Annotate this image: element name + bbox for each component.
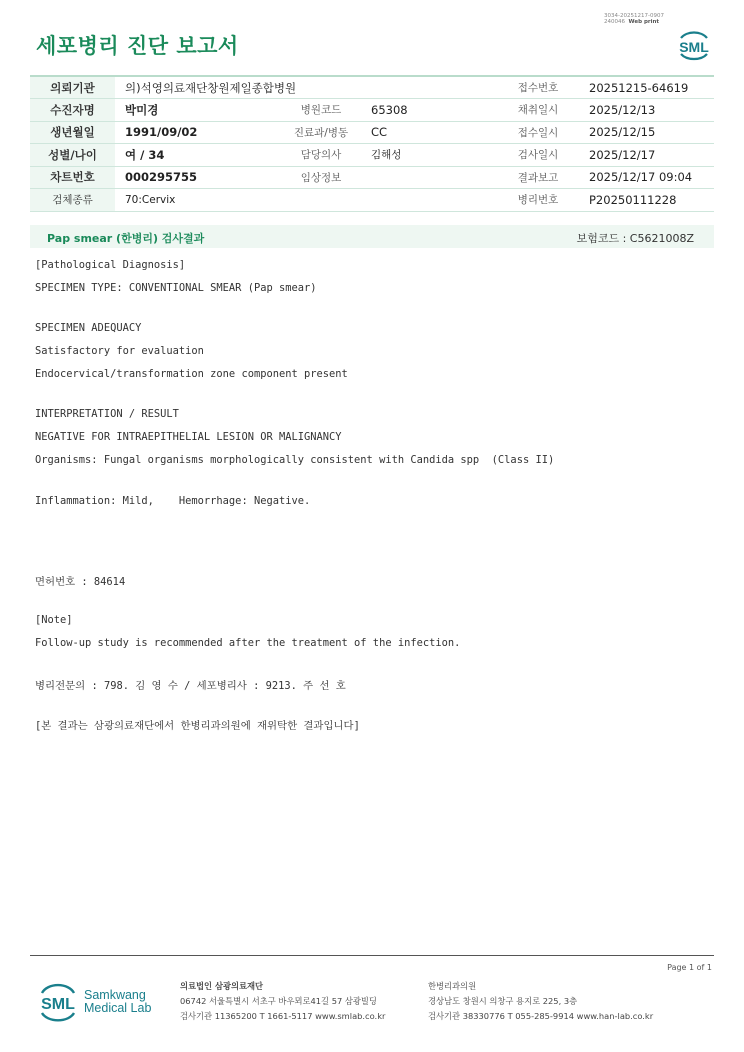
print-meta-id: 3034-20251217-0907: [604, 13, 664, 19]
table-row: [30, 121, 714, 144]
result-report-label: 결과보고: [497, 166, 579, 189]
report-title: 세포병리 진단 보고서: [36, 34, 239, 58]
footer-brand: [84, 989, 151, 1015]
receipt-date-label: 접수일시: [497, 121, 579, 144]
footer-left-info: [180, 979, 385, 1024]
chart-number-value: 000295755: [115, 166, 281, 189]
print-meta-code: 240046: [604, 19, 625, 25]
physician-value: 김해성: [361, 144, 497, 167]
page-number: Page 1 of 1: [667, 963, 712, 972]
table-row: [30, 166, 714, 189]
note-heading: [Note]: [35, 614, 73, 626]
physician-label: 담당의사: [281, 144, 361, 167]
print-meta: [604, 13, 664, 25]
collection-date-label: 채취일시: [497, 99, 579, 122]
footer-right-info: [428, 979, 653, 1024]
organisms-line: Organisms: Fungal organisms morphologically consistent with Candida spp (Class II): [35, 454, 555, 466]
sex-age-label: 성별/나이: [30, 144, 115, 167]
hospital-code-label: 병원코드: [281, 99, 361, 122]
consignment-note: [본 결과는 삼광의료재단에서 한병리과의원에 재위탁한 결과입니다]: [35, 720, 360, 732]
birth-date-value: 1991/09/02: [115, 121, 281, 144]
specimen-type-value: 70:Cervix: [115, 189, 497, 212]
footer-right-address: 경상남도 창원시 의창구 용지로 225, 3층: [428, 996, 578, 1006]
patient-name-label: 수진자명: [30, 99, 115, 122]
adequacy-line: Satisfactory for evaluation: [35, 345, 204, 357]
inflammation-line: Inflammation: Mild, Hemorrhage: Negative.: [35, 495, 311, 507]
department-value: CC: [361, 121, 497, 144]
interpretation-heading: INTERPRETATION / RESULT: [35, 408, 179, 420]
pathology-number-value: P20250111228: [579, 189, 714, 212]
insurance-code: 보험코드 : C5621008Z: [576, 232, 694, 245]
pathology-number-label: 병리번호: [497, 189, 579, 212]
patient-info-table: [30, 75, 714, 212]
license-number-line: 면허번호 : 84614: [35, 576, 126, 588]
test-date-value: 2025/12/17: [579, 144, 714, 167]
pathologist-line: 병리전문의 : 798. 김 영 수 / 세포병리사 : 9213. 주 선 호: [35, 680, 346, 692]
footer-right-contact: 검사기관 38330776 T 055-285-9914 www.han-lab.co.kr: [428, 1011, 654, 1021]
test-date-label: 검사일시: [497, 144, 579, 167]
footer-left-address: 06742 서울특별시 서초구 바우뫼로41길 57 삼광빌딩: [180, 996, 377, 1006]
table-row: [30, 76, 714, 99]
specimen-type-line: SPECIMEN TYPE: CONVENTIONAL SMEAR (Pap smear): [35, 282, 317, 294]
table-row: [30, 144, 714, 167]
sml-logo-text: SML: [679, 39, 709, 55]
receipt-number-label: 접수번호: [497, 76, 579, 99]
specimen-type-label: 검체종류: [30, 189, 115, 212]
department-label: 진료과/병동: [281, 121, 361, 144]
receipt-date-value: 2025/12/15: [579, 121, 714, 144]
footer-left-contact: 검사기관 11365200 T 1661-5117 www.smlab.co.kr: [180, 1011, 386, 1021]
receipt-number-value: 20251215-64619: [579, 76, 714, 99]
sml-footer-logo-icon: [36, 979, 80, 1025]
clinical-info-label: 임상정보: [281, 166, 361, 189]
zone-component-line: Endocervical/transformation zone component present: [35, 368, 348, 380]
result-section-header: [30, 225, 714, 248]
sex-age-value: 여 / 34: [115, 144, 281, 167]
result-section-title: Pap smear (한병리) 검사결과: [47, 232, 205, 245]
footer-right-name: 한병리과의원: [428, 981, 477, 991]
chart-number-label: 차트번호: [30, 166, 115, 189]
footer-divider: [30, 955, 714, 956]
clinical-info-value: [361, 166, 497, 189]
sml-logo-icon: [674, 26, 714, 62]
footer-left-name: 의료법인 삼광의료재단: [180, 981, 264, 991]
specimen-adequacy-heading: SPECIMEN ADEQUACY: [35, 322, 142, 334]
footer-brand-line2: Medical Lab: [84, 1001, 152, 1015]
sml-footer-logo-text: SML: [41, 996, 75, 1013]
requesting-institution-label: 의뢰기관: [30, 76, 115, 99]
requesting-institution-value: 의)석영의료재단창원제일종합병원: [115, 76, 497, 99]
hospital-code-value: 65308: [361, 99, 497, 122]
table-row: [30, 99, 714, 122]
note-line: Follow-up study is recommended after the treatment of the infection.: [35, 637, 461, 649]
table-row: [30, 189, 714, 212]
collection-date-value: 2025/12/13: [579, 99, 714, 122]
result-line: NEGATIVE FOR INTRAEPITHELIAL LESION OR MALIGNANCY: [35, 431, 342, 443]
result-report-value: 2025/12/17 09:04: [579, 166, 714, 189]
footer-brand-line1: Samkwang: [84, 988, 146, 1002]
web-print-label: Web print: [628, 19, 660, 25]
birth-date-label: 생년월일: [30, 121, 115, 144]
pathological-diagnosis-heading: [Pathological Diagnosis]: [35, 259, 186, 271]
patient-name-value: 박미경: [115, 99, 281, 122]
